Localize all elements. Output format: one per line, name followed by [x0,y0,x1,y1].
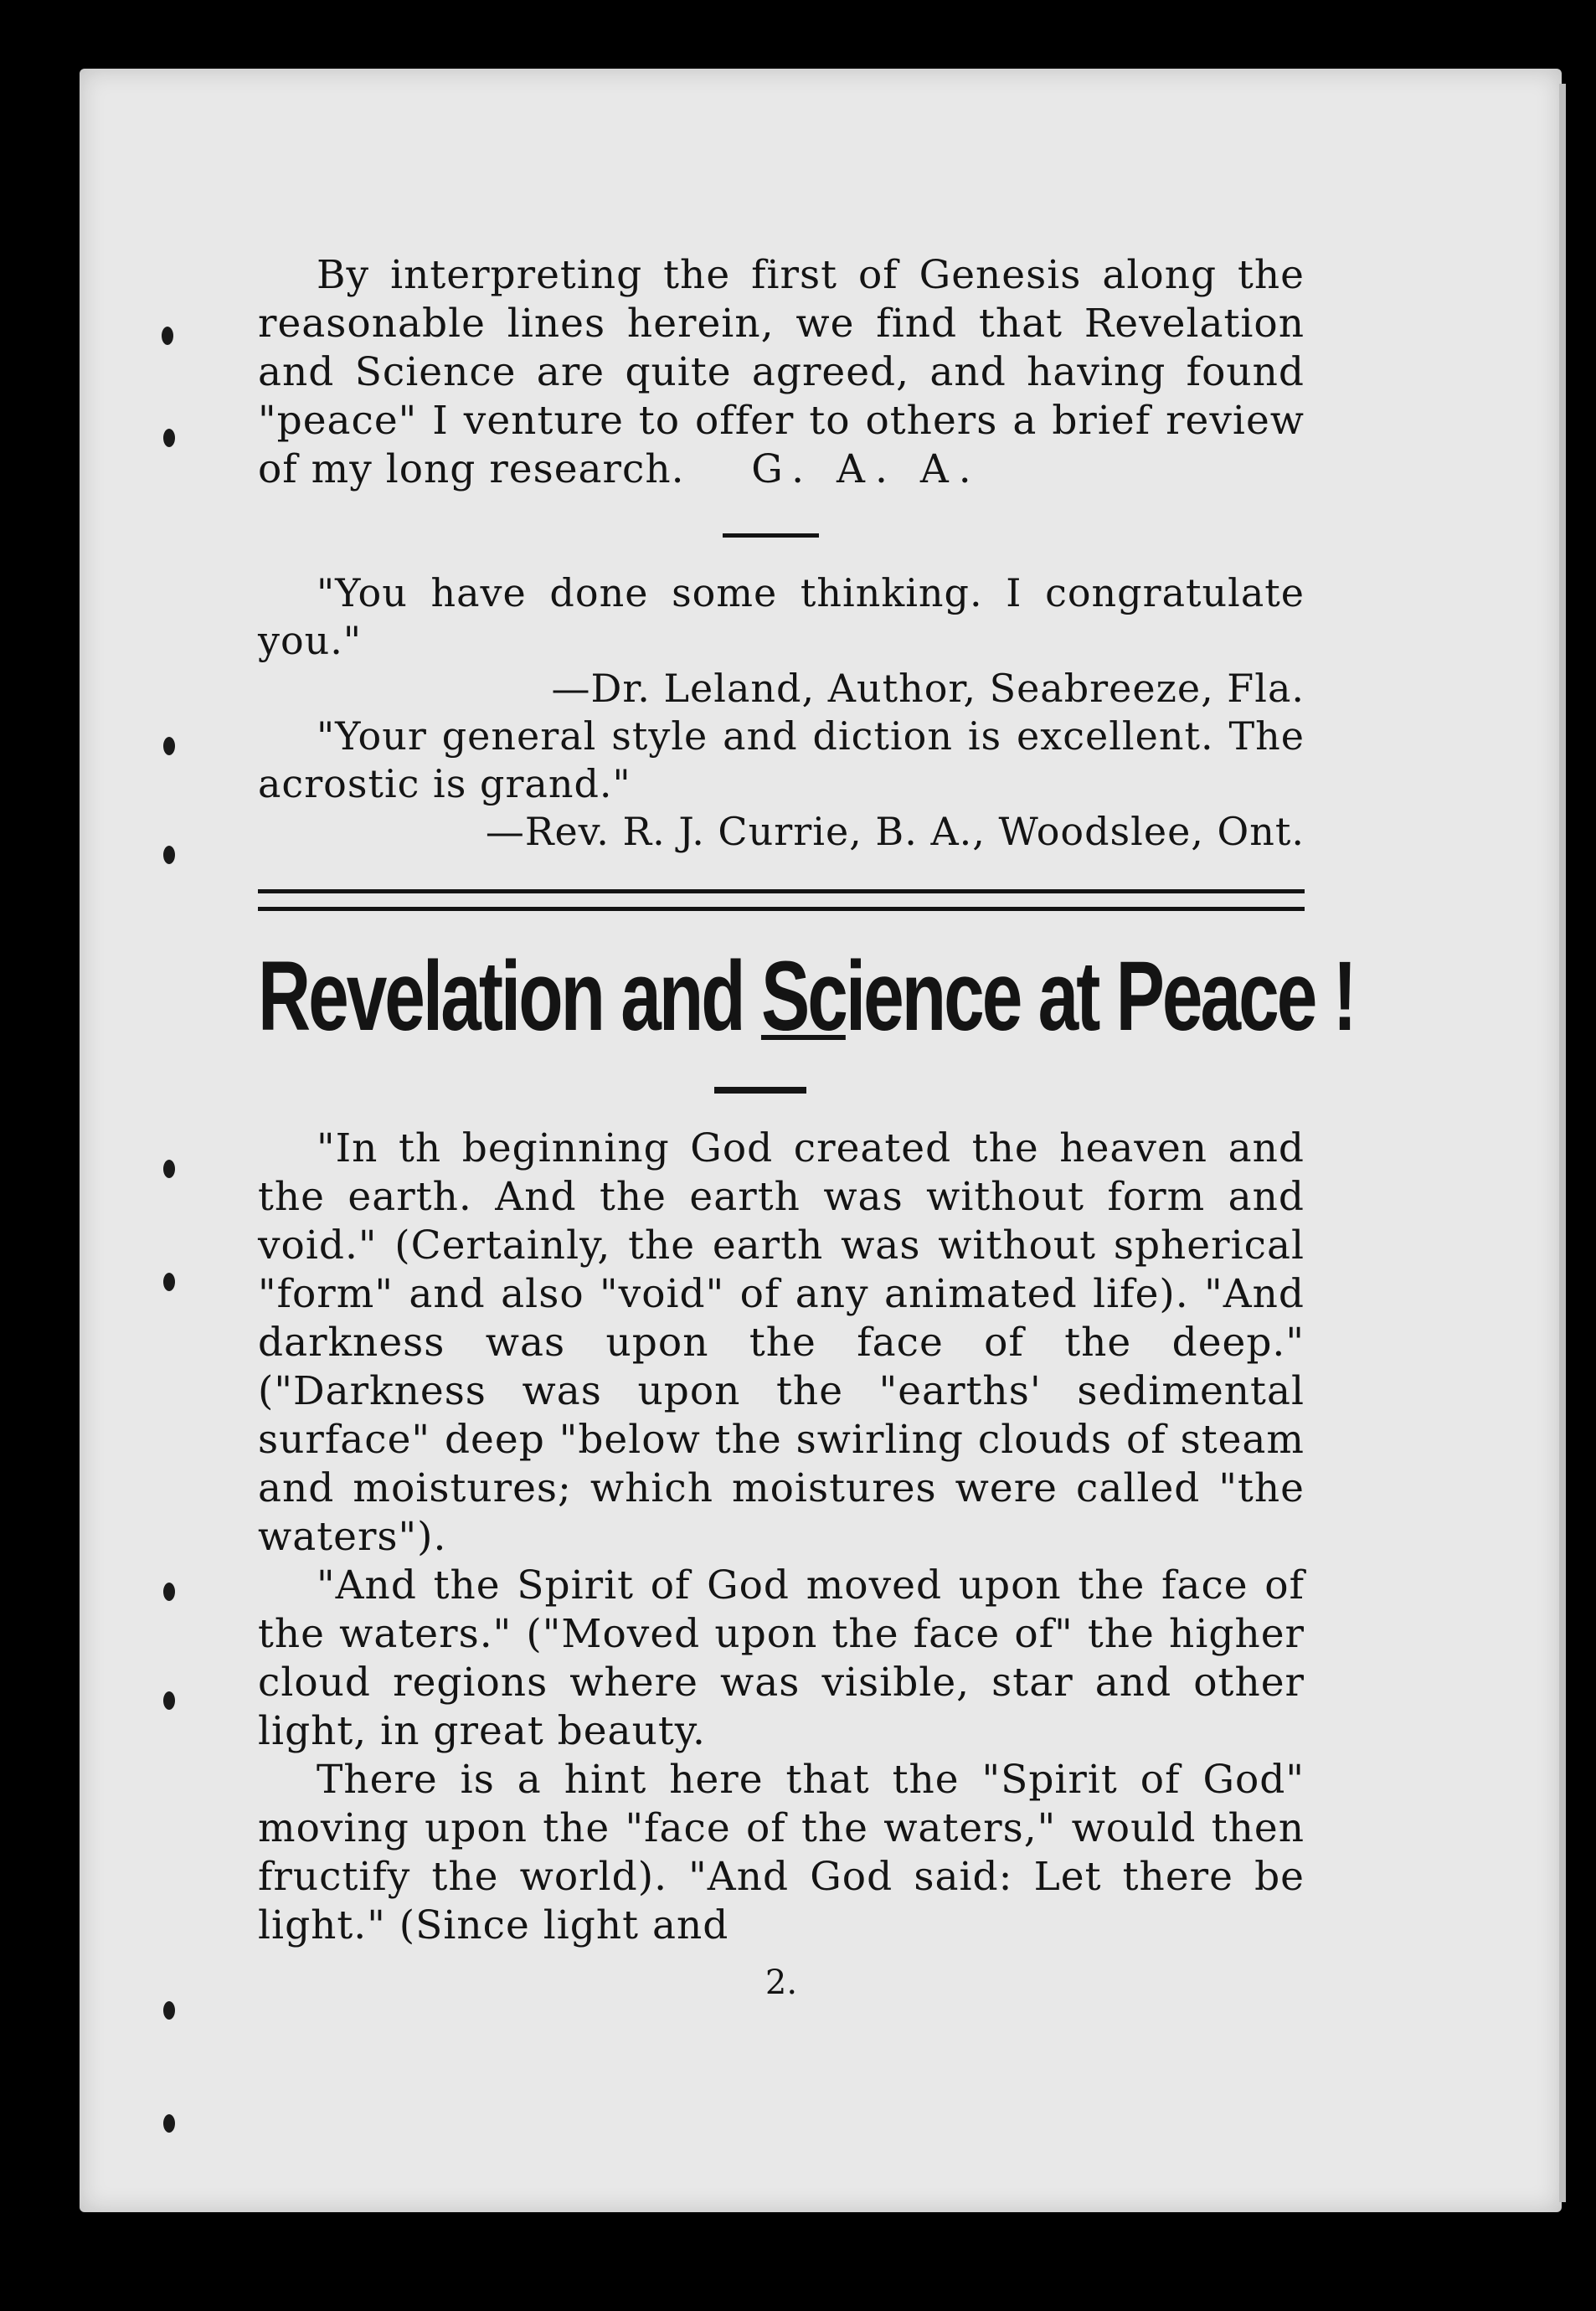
testimonial-attribution: —Rev. R. J. Currie, B. A., Woodslee, Ont. [485,809,1305,854]
testimonial-quote: "Your general style and diction is excellent. The acrostic is grand." [258,713,1305,806]
binding-hole-mark [163,846,175,864]
page-number: 2. [765,1964,798,2002]
intro-paragraph [258,251,1305,494]
binding-hole-mark [163,1160,175,1178]
binding-hole-mark [162,327,173,345]
binding-hole-mark [163,2114,175,2133]
body-paragraph-3: There is a hint here that the "Spirit of God" moving upon the "face of the waters," would then fructify the world). "And God said: Let there be light." (Since light and [258,1757,1305,1948]
binding-hole-mark [163,1273,175,1291]
binding-hole-mark [163,737,175,755]
double-rule-bottom [258,907,1305,911]
intro-text: By interpreting the first of Genesis along the reasonable lines herein, we find that Revelation and Science are quite agreed, and having found "peace" I venture to offer to others a brief review of my long research. [258,252,1305,492]
headline-part: ience at Peace ! [845,941,1355,1052]
testimonial-quote: "You have done some thinking. I congratulate you." [258,570,1305,663]
binding-hole-mark [163,1583,175,1601]
headline-divider [714,1087,806,1094]
binding-hole-mark [163,2001,175,2020]
headline [258,938,1355,1055]
intro-signature: G. A. A. [751,446,981,492]
headline-underlined: Sc [760,941,846,1052]
section-divider [723,533,819,538]
testimonial-attribution: —Dr. Leland, Author, Seabreeze, Fla. [551,666,1305,711]
headline-part: Revelation and [258,941,761,1052]
binding-hole-mark [163,429,175,447]
double-rule-top [258,889,1305,893]
testimonial-1 [258,569,1305,713]
body-paragraph-2: "And the Spirit of God moved upon the face of the waters." ("Moved upon the face of" the higher cloud regions where was visible, star and other light, in great beauty. [258,1562,1305,1754]
testimonial-2 [258,713,1305,856]
binding-hole-mark [163,1691,175,1710]
page-edge [1559,84,1566,2202]
body-paragraph-1: "In th beginning God created the heaven and the earth. And the earth was without form and void." (Certainly, the earth was without spherical "form" and also "void" of any animated life). "And darkness was upon the face of the deep." ("Darkness was upon the "earths' sedimental surface" deep "below the swirling clouds of steam and moistures; which moistures were called "the waters"). [258,1125,1305,1560]
